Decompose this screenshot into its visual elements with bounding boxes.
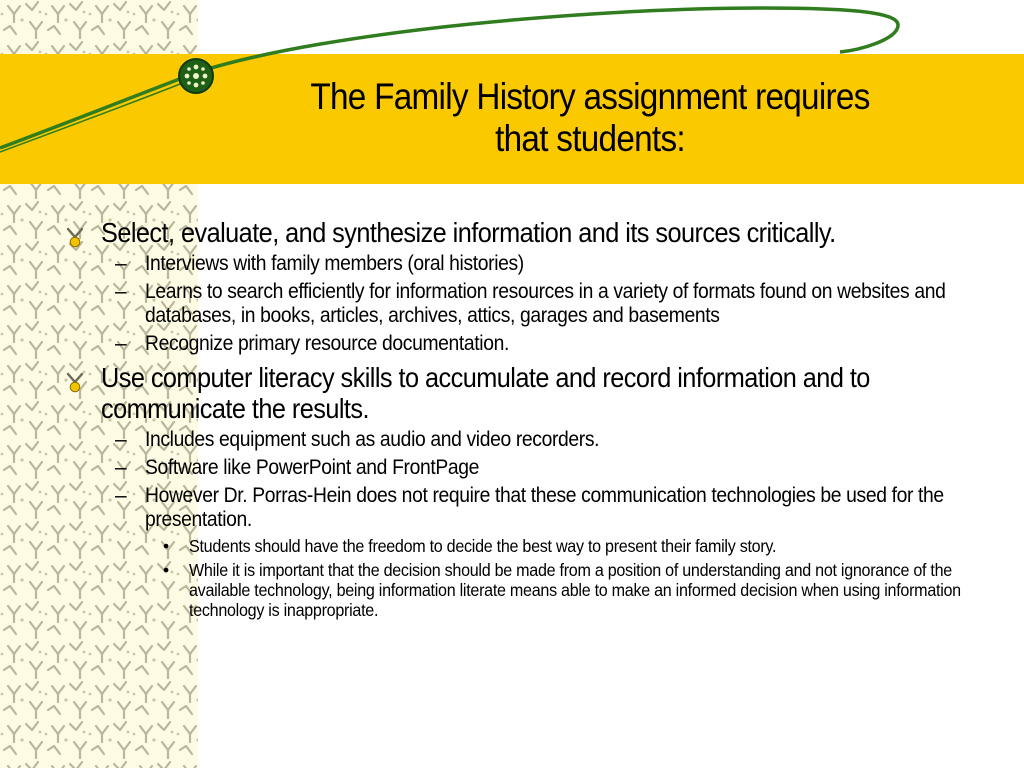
sub-bullet-text: Recognize primary resource documentation. [145,332,509,355]
dash-marker: – [115,428,127,451]
dot-marker: • [163,536,169,556]
dot-marker: • [163,560,169,580]
dash-marker: – [115,484,127,507]
list-item [58,362,988,424]
list-item [58,536,988,556]
list-item [58,456,988,480]
sub-bullet-text: Includes equipment such as audio and video recorders. [145,428,600,451]
sub-bullet-text: Interviews with family members (oral histories) [145,252,524,275]
green-circle-logo-icon [179,59,213,93]
list-item [58,484,988,532]
list-item [58,560,988,620]
slide-title-line1: The Family History assignment requires [310,76,870,117]
bullet-text: Use computer literacy skills to accumulate and record information and to communicate the results. [101,362,870,424]
sub-sub-bullet-text: Students should have the freedom to decide the best way to present their family story. [189,536,777,556]
sub-bullet-text: However Dr. Porras-Hein does not require that these communication technologies be used for the presentation. [145,484,944,531]
list-item [58,428,988,452]
sub-bullet-text: Learns to search efficiently for information resources in a variety of formats found on websites and databases, in books, articles, archives, attics, garages and basements [145,280,946,327]
slide-title-line2: that students: [495,118,685,159]
dash-marker: – [115,456,127,479]
list-item [58,280,988,328]
list-item [58,332,988,356]
y-branch-bullet-icon [64,371,86,393]
sub-sub-bullet-text: While it is important that the decision should be made from a position of understanding and not ignorance of the available technology, being information literate means able to make an informed decision when using information technology is inappropriate. [189,560,961,620]
slide-title [239,76,941,160]
slide-body [58,214,988,620]
dash-marker: – [115,280,127,303]
list-item [58,252,988,276]
list-item [58,217,988,248]
sub-bullet-text: Software like PowerPoint and FrontPage [145,456,479,479]
dash-marker: – [115,332,127,355]
bullet-text: Select, evaluate, and synthesize information and its sources critically. [101,217,836,248]
y-branch-bullet-icon [64,226,86,248]
dash-marker: – [115,252,127,275]
